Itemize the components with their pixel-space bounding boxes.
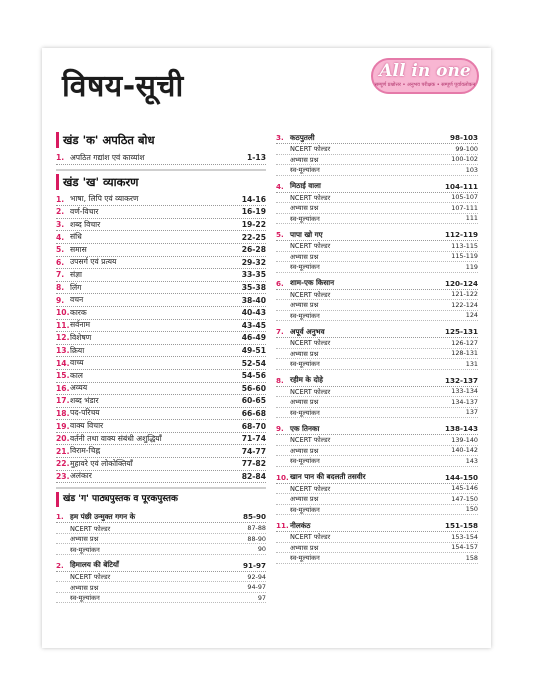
subitem-pages: 143: [465, 456, 478, 465]
toc-row: [56, 408, 266, 421]
chapter-number: 15.: [56, 371, 70, 381]
chapter-title: सर्वनाम: [70, 320, 91, 330]
chapter-number: 6.: [56, 257, 65, 267]
lesson-subitem: [276, 241, 478, 252]
lesson-entry: [276, 132, 478, 176]
subitem-title: अभ्यास प्रश्न: [290, 398, 319, 407]
lesson-subitem: [276, 193, 478, 204]
subitem-pages: 97: [257, 593, 266, 602]
toc-row: [56, 332, 266, 345]
section-divider: [56, 169, 266, 171]
subitem-pages: 113-115: [451, 241, 478, 250]
lesson-entry: [276, 375, 478, 419]
lesson-pages: 85-90: [243, 512, 266, 522]
toc-row: [56, 152, 266, 165]
subitem-title: अभ्यास प्रश्न: [290, 495, 319, 504]
lesson-pages: 125-131: [445, 327, 478, 336]
page-range: 29-32: [241, 257, 266, 267]
chapter-number: 3.: [56, 220, 65, 230]
lesson-pages: 91-97: [243, 560, 266, 570]
subitem-pages: 154-157: [451, 543, 478, 552]
section-ga-header: [56, 492, 266, 507]
subitem-title: अभ्यास प्रश्न: [290, 543, 319, 552]
lesson-subitem: [276, 262, 478, 273]
toc-row: [56, 357, 266, 370]
lesson-subitem: [276, 349, 478, 360]
subitem-title: अभ्यास प्रश्न: [290, 155, 319, 164]
chapter-number: 17.: [56, 396, 70, 406]
toc-row: [56, 370, 266, 383]
chapter-title: शब्द विचार: [70, 219, 101, 229]
page-range: 71-74: [241, 434, 266, 444]
chapter-number: 2.: [56, 207, 65, 217]
subitem-pages: 140-142: [451, 446, 478, 455]
chapter-title: क्रिया: [70, 345, 85, 355]
lesson-subitem: [276, 446, 478, 457]
chapter-number: 19.: [56, 421, 70, 431]
page-range: 49-51: [241, 346, 266, 356]
subitem-title: स्व-मूल्यांकन: [290, 505, 320, 514]
page-range: 68-70: [241, 421, 266, 431]
subitem-title: अभ्यास प्रश्न: [290, 301, 319, 310]
page-range: 66-68: [241, 408, 266, 418]
chapter-title: संज्ञा: [70, 269, 82, 279]
lesson-pages: 120-124: [445, 278, 478, 288]
lesson-subitem: [276, 543, 478, 554]
lesson-subitem: [276, 408, 478, 419]
lesson-entry: [276, 278, 478, 322]
lesson-number: 6.: [276, 278, 284, 288]
chapter-number: 12.: [56, 333, 70, 343]
toc-row: [56, 257, 266, 270]
lesson-subitem: [276, 300, 478, 311]
page-range: 54-56: [241, 371, 266, 381]
page-range: 40-43: [241, 308, 266, 318]
page-title: विषय-सूची: [62, 69, 184, 104]
toc-row: [56, 433, 266, 446]
toc-row: [56, 244, 266, 257]
lesson-number: 1.: [56, 512, 64, 522]
chapter-number: 22.: [56, 459, 70, 469]
lesson-entry: [276, 229, 478, 273]
subitem-pages: 99-100: [455, 144, 478, 153]
toc-row: [56, 282, 266, 295]
toc-row: [56, 445, 266, 458]
page-range: 35-38: [241, 283, 266, 293]
chapter-title: उपसर्ग एवं प्रत्यय: [70, 257, 117, 267]
section-ga-label: खंड 'ग': [63, 494, 89, 505]
section-ka-label: खंड 'क': [63, 133, 99, 147]
subitem-pages: 150: [465, 505, 478, 514]
toc-row: [56, 471, 266, 484]
subitem-pages: 128-131: [451, 349, 478, 358]
section-kha-label: खंड 'ख': [63, 174, 100, 189]
lesson-subitem: [276, 214, 478, 225]
page-range: 60-65: [241, 396, 266, 406]
subitem-title: स्व-मूल्यांकन: [290, 263, 320, 272]
chapter-number: 4.: [56, 232, 65, 242]
subitem-title: स्व-मूल्यांकन: [290, 457, 320, 466]
page-range: 82-84: [241, 471, 266, 481]
lesson-header: [276, 520, 478, 532]
section-ga-list-right: [276, 132, 478, 564]
page-range: 46-49: [241, 333, 266, 343]
subitem-pages: 131: [465, 359, 478, 368]
lesson-entry: [56, 560, 266, 604]
subitem-pages: 124: [465, 311, 478, 320]
lesson-subitem: [276, 456, 478, 467]
chapter-title: वाक्य विचार: [70, 421, 104, 431]
brand-logo: [371, 58, 479, 94]
toc-page: [42, 48, 491, 648]
lesson-subitem: [56, 572, 266, 583]
toc-row: [56, 231, 266, 244]
page-range: 77-82: [241, 459, 266, 469]
page-range: 26-28: [241, 245, 266, 255]
section-ga-list-left: [56, 511, 266, 603]
section-kha-title: व्याकरण: [103, 174, 139, 189]
subitem-pages: 105-107: [451, 193, 478, 202]
lesson-number: 10.: [276, 472, 289, 482]
subitem-title: NCERT फोल्डर: [290, 339, 331, 348]
chapter-number: 14.: [56, 358, 70, 368]
lesson-subitem: [276, 252, 478, 263]
subitem-title: स्व-मूल्यांकन: [290, 311, 320, 320]
lesson-title: खान पान की बदलती तसवीर: [290, 472, 366, 481]
chapter-title: विशेषण: [70, 332, 92, 342]
lesson-number: 9.: [276, 424, 284, 433]
subitem-title: स्व-मूल्यांकन: [290, 554, 320, 563]
subitem-pages: 88-90: [247, 534, 266, 543]
section-ka-title: अपठित बोध: [102, 133, 155, 147]
lesson-title: शाम-एक किसान: [290, 278, 335, 287]
lesson-subitem: [276, 435, 478, 446]
lesson-header: [276, 472, 478, 484]
chapter-title: वाच्य: [70, 358, 84, 368]
lesson-entry: [276, 326, 478, 370]
lesson-subitem: [56, 582, 266, 593]
chapter-number: 20.: [56, 434, 70, 444]
lesson-entry: [276, 472, 478, 516]
section-kha-list: [56, 194, 266, 484]
chapter-title: वचन: [70, 295, 84, 305]
lesson-subitem: [56, 593, 266, 604]
subitem-title: अभ्यास प्रश्न: [290, 204, 319, 213]
lesson-subitem: [276, 338, 478, 349]
toc-row: [56, 307, 266, 320]
lesson-title: पापा खो गए: [290, 229, 323, 239]
lesson-subitem: [276, 387, 478, 398]
left-column: [56, 132, 266, 608]
subitem-pages: 107-111: [451, 203, 478, 212]
toc-row: [56, 294, 266, 307]
subitem-pages: 115-119: [451, 252, 478, 261]
page-range: 19-22: [241, 220, 266, 230]
page-range: 56-60: [241, 383, 266, 393]
subitem-pages: 145-146: [451, 484, 478, 493]
subitem-title: अभ्यास प्रश्न: [70, 583, 99, 592]
page-range: 52-54: [241, 358, 266, 368]
chapter-title: अव्यय: [70, 383, 88, 393]
chapter-number: 8.: [56, 283, 65, 293]
chapter-number: 7.: [56, 270, 65, 280]
subitem-pages: 133-134: [451, 387, 478, 396]
subitem-title: अभ्यास प्रश्न: [290, 349, 319, 358]
lesson-subitem: [276, 553, 478, 564]
subitem-pages: 94-97: [247, 583, 266, 591]
lesson-subitem: [56, 523, 266, 534]
right-column: [276, 132, 478, 569]
chapter-title: पद-परिचय: [70, 408, 100, 418]
chapter-number: 23.: [56, 471, 70, 481]
chapter-title: काल: [70, 370, 83, 380]
toc-row: [56, 194, 266, 207]
lesson-subitem: [276, 165, 478, 176]
lesson-subitem: [276, 397, 478, 408]
section-ka-list: [56, 152, 266, 165]
lesson-subitem: [276, 484, 478, 495]
page-range: 16-19: [241, 207, 266, 217]
subitem-title: NCERT फोल्डर: [290, 533, 331, 542]
chapter-number: 13.: [56, 346, 70, 356]
logo-tagline: सम्पूर्ण प्रश्नोत्तर • अनुभव परीक्षक • सम्पूर्ण पूर्वावलोकन: [374, 82, 476, 88]
toc-row: [56, 383, 266, 396]
chapter-title: मुहावरे एवं लोकोक्तियाँ: [70, 458, 133, 468]
chapter-number: 16.: [56, 383, 70, 393]
subitem-title: स्व-मूल्यांकन: [290, 360, 320, 369]
subitem-title: NCERT फोल्डर: [290, 387, 331, 396]
lesson-number: 4.: [276, 181, 284, 191]
subitem-title: NCERT फोल्डर: [70, 524, 111, 533]
subitem-pages: 90: [257, 545, 266, 553]
lesson-title: अपूर्व अनुभव: [290, 326, 325, 336]
toc-row: [56, 345, 266, 358]
page-range: 14-16: [241, 194, 266, 204]
lesson-pages: 104-111: [445, 181, 478, 191]
lesson-title: नीलकंठ: [290, 520, 311, 530]
subitem-pages: 126-127: [451, 338, 478, 347]
chapter-number: 21.: [56, 446, 70, 456]
subitem-pages: 147-150: [451, 494, 478, 503]
chapter-title: लिंग: [70, 282, 82, 292]
lesson-pages: 144-150: [445, 472, 478, 482]
subitem-title: अभ्यास प्रश्न: [70, 535, 99, 543]
lesson-pages: 151-158: [445, 521, 478, 530]
subitem-pages: 121-122: [451, 290, 478, 299]
subitem-title: स्व-मूल्यांकन: [70, 545, 100, 554]
chapter-title: संधि: [70, 232, 82, 242]
lesson-subitem: [276, 155, 478, 166]
chapter-title: अलंकार: [70, 471, 92, 481]
section-ka-header: [56, 132, 266, 148]
subitem-title: NCERT फोल्डर: [290, 145, 331, 154]
subitem-title: स्व-मूल्यांकन: [290, 214, 320, 223]
subitem-pages: 100-102: [451, 155, 478, 164]
section-kha-header: [56, 174, 266, 190]
subitem-title: NCERT फोल्डर: [290, 484, 331, 493]
lesson-subitem: [276, 203, 478, 214]
lesson-header: [276, 278, 478, 290]
lesson-subitem: [276, 311, 478, 322]
page-range: 33-35: [241, 270, 266, 280]
subitem-title: NCERT फोल्डर: [290, 193, 331, 202]
subitem-title: अभ्यास प्रश्न: [290, 446, 319, 455]
subitem-pages: 153-154: [451, 532, 478, 541]
lesson-subitem: [276, 359, 478, 370]
chapter-number: 1.: [56, 194, 65, 204]
lesson-pages: 132-137: [445, 375, 478, 385]
lesson-subitem: [276, 144, 478, 155]
subitem-pages: 87-88: [247, 524, 266, 532]
lesson-header: [276, 326, 478, 338]
subitem-pages: 119: [465, 262, 478, 271]
lesson-entry: [276, 181, 478, 225]
subitem-pages: 137: [465, 408, 478, 417]
toc-row: [56, 206, 266, 219]
toc-row: [56, 458, 266, 471]
chapter-title: वर्तनी तथा वाक्य संबंधी अशुद्धियाँ: [70, 433, 162, 443]
chapter-number: 1.: [56, 153, 65, 163]
page-range: 38-40: [241, 295, 266, 305]
lesson-entry: [276, 423, 478, 467]
lesson-pages: 112-119: [445, 230, 478, 239]
lesson-subitem: [56, 534, 266, 545]
lesson-title: एक तिनका: [290, 423, 320, 433]
lesson-title: हिमालय की बेटियाँ: [70, 560, 119, 570]
subitem-title: स्व-मूल्यांकन: [70, 594, 100, 602]
lesson-number: 5.: [276, 230, 284, 239]
lesson-pages: 138-143: [445, 424, 478, 433]
chapter-title: भाषा, लिपि एवं व्याकरण: [70, 194, 139, 204]
lesson-header: [276, 423, 478, 435]
subitem-pages: 158: [465, 553, 478, 562]
lesson-number: 8.: [276, 375, 284, 385]
lesson-header: [276, 375, 478, 387]
subitem-title: स्व-मूल्यांकन: [290, 408, 320, 417]
lesson-title: हम पंछी उन्मुक्त गगन के: [70, 511, 136, 521]
subitem-title: स्व-मूल्यांकन: [290, 166, 320, 175]
toc-row: [56, 219, 266, 232]
lesson-number: 11.: [276, 521, 289, 530]
lesson-subitem: [276, 532, 478, 543]
page-range: 74-77: [241, 446, 266, 456]
lesson-header: [276, 181, 478, 193]
chapter-title: अपठित गद्यांश एवं काव्यांश: [70, 152, 145, 162]
chapter-title: शब्द भंडार: [70, 395, 99, 405]
lesson-number: 7.: [276, 327, 284, 336]
chapter-title: विराम-चिह्न: [70, 446, 101, 456]
chapter-number: 9.: [56, 295, 65, 305]
lesson-title: कठपुतली: [290, 132, 315, 142]
lesson-header: [56, 560, 266, 572]
section-ga-title: पाठ्यपुस्तक व पूरकपुस्तक: [92, 494, 178, 505]
lesson-number: 3.: [276, 133, 284, 142]
lesson-entry: [276, 520, 478, 564]
chapter-number: 11.: [56, 320, 70, 330]
page-range: 43-45: [241, 320, 266, 330]
subitem-title: NCERT फोल्डर: [290, 436, 331, 445]
toc-row: [56, 320, 266, 333]
chapter-number: 5.: [56, 245, 65, 255]
chapter-title: समास: [70, 244, 87, 254]
lesson-subitem: [276, 290, 478, 301]
subitem-title: NCERT फोल्डर: [70, 573, 111, 581]
subitem-title: अभ्यास प्रश्न: [290, 252, 319, 261]
subitem-pages: 134-137: [451, 397, 478, 406]
subitem-pages: 92-94: [247, 572, 266, 581]
lesson-subitem: [56, 544, 266, 555]
page-range: 22-25: [241, 232, 266, 242]
toc-row: [56, 269, 266, 282]
subitem-title: NCERT फोल्डर: [290, 242, 331, 251]
lesson-subitem: [276, 494, 478, 505]
chapter-title: कारक: [70, 307, 87, 317]
chapter-number: 18.: [56, 408, 70, 418]
section-divider: [56, 487, 266, 489]
lesson-title: रहीम के दोहे: [290, 375, 323, 384]
lesson-title: मिठाई वाला: [290, 181, 321, 190]
lesson-header: [56, 511, 266, 523]
lesson-number: 2.: [56, 560, 64, 570]
logo-text: All in one: [379, 61, 471, 81]
lesson-header: [276, 132, 478, 144]
page-range: 1-13: [246, 153, 266, 163]
lesson-pages: 98-103: [450, 133, 478, 142]
chapter-number: 10.: [56, 308, 70, 318]
subitem-title: NCERT फोल्डर: [290, 290, 331, 299]
toc-row: [56, 420, 266, 433]
toc-row: [56, 395, 266, 408]
lesson-header: [276, 229, 478, 241]
subitem-pages: 103: [465, 165, 478, 174]
subitem-pages: 122-124: [451, 300, 478, 309]
subitem-pages: 111: [465, 214, 478, 223]
lesson-subitem: [276, 505, 478, 516]
lesson-entry: [56, 511, 266, 555]
subitem-pages: 139-140: [451, 435, 478, 444]
chapter-title: वर्ण-विचार: [70, 206, 99, 216]
